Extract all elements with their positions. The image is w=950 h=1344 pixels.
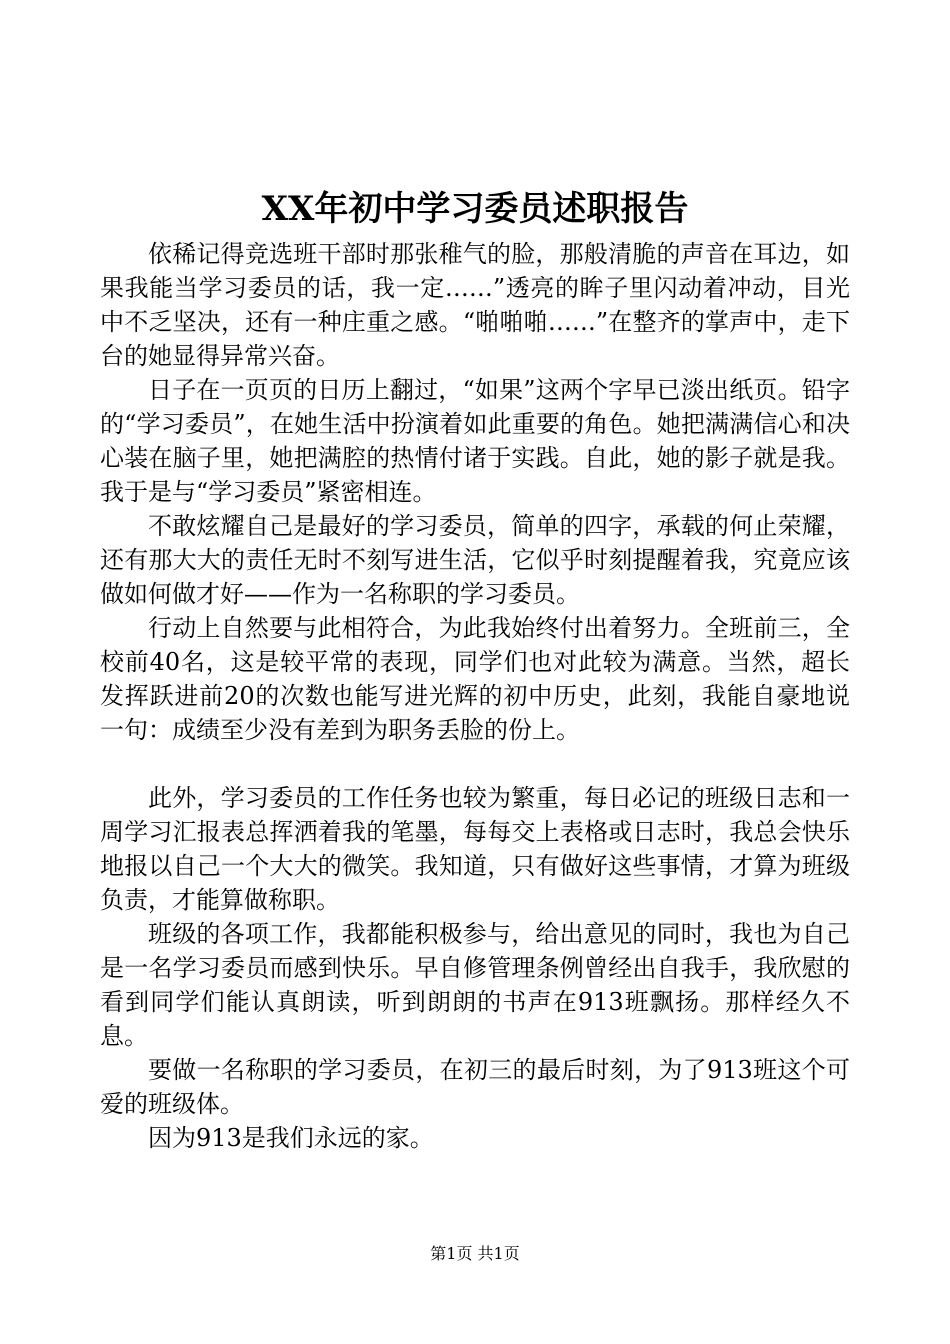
paragraph-5: 此外，学习委员的工作任务也较为繁重，每日必记的班级日志和一周学习汇报表总挥洒着我的笔墨，每每交上表格或日志时，我总会快乐地报以自己一个大大的微笑。我知道，只有做好这些事情，才算为班级负责，才能算做称职。 <box>100 784 850 914</box>
page-footer: 第1页 共1页 <box>430 1244 520 1263</box>
paragraph-4: 行动上自然要与此相符合，为此我始终付出着努力。全班前三，全校前40名，这是较平常的表现，同学们也对此较为满意。当然，超长发挥跃进前20的次数也能写进光辉的初中历史，此刻，我能自豪地说一句：成绩至少没有差到为职务丢脸的份上。 <box>100 614 850 744</box>
paragraph-1: 依稀记得竞选班干部时那张稚气的脸，那般清脆的声音在耳边，如果我能当学习委员的话，我一定……”透亮的眸子里闪动着冲动，目光中不乏坚决，还有一种庄重之感。“啪啪啪……”在整齐的掌声中，走下台的她显得异常兴奋。 <box>100 240 850 370</box>
paragraph-3: 不敢炫耀自己是最好的学习委员，简单的四字，承载的何止荣耀，还有那大大的责任无时不刻写进生活，它似乎时刻提醒着我，究竟应该做如何做才好——作为一名称职的学习委员。 <box>100 512 850 608</box>
paragraph-7: 要做一名称职的学习委员，在初三的最后时刻，为了913班这个可爱的班级体。 <box>100 1056 850 1118</box>
paragraph-8: 因为913是我们永远的家。 <box>148 1124 434 1152</box>
document-title: XX年初中学习委员述职报告 <box>261 189 689 229</box>
paragraph-6: 班级的各项工作，我都能积极参与，给出意见的同时，我也为自己是一名学习委员而感到快乐。早自修管理条例曾经出自我手，我欣慰的看到同学们能认真朗读，听到朗朗的书声在913班飘扬。那样经久不息。 <box>100 920 850 1050</box>
paragraph-2: 日子在一页页的日历上翻过，“如果”这两个字早已淡出纸页。铅字的“学习委员”，在她生活中扮演着如此重要的角色。她把满满信心和决心装在脑子里，她把满腔的热情付诸于实践。自此，她的影子就是我。我于是与“学习委员”紧密相连。 <box>100 376 850 506</box>
document-body <box>100 237 850 1155</box>
